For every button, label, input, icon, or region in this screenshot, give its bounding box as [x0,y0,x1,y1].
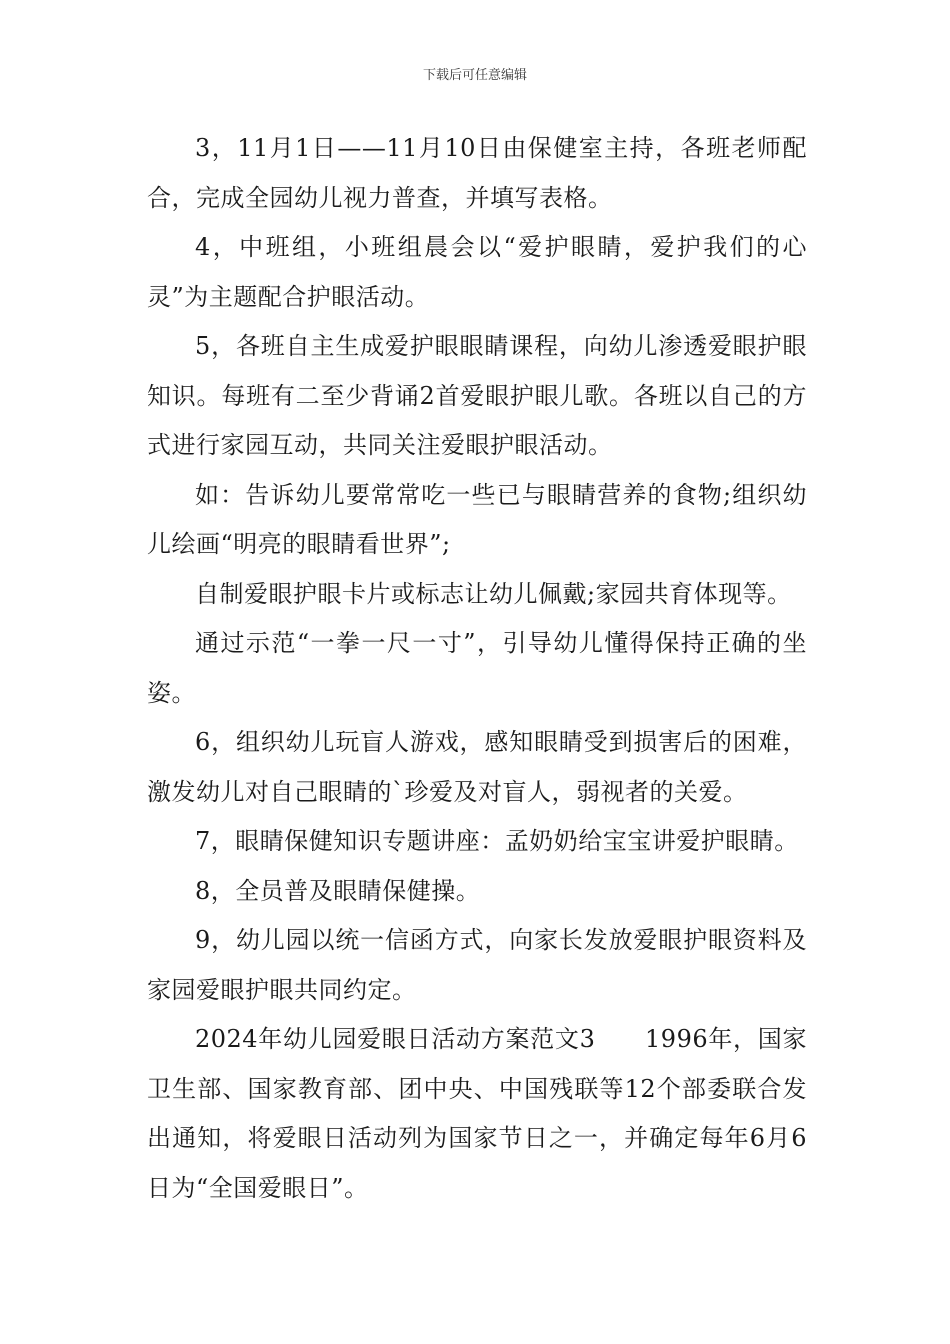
paragraph-posture: 通过示范“一拳一尺一寸”，引导幼儿懂得保持正确的坐姿。 [147,629,807,707]
paragraph-item-3: 3，11月1日——11月10日由保健室主持，各班老师配合，完成全园幼儿视力普查，并填写表格。 [147,134,807,212]
paragraph-item-4: 4，中班组，小班组晨会以“爱护眼睛，爱护我们的心灵”为主题配合护眼活动。 [147,233,807,311]
paragraph-item-6: 6，组织幼儿玩盲人游戏，感知眼睛受到损害后的困难，激发幼儿对自己眼睛的`珍爱及对盲人，弱视者的关爱。 [147,728,807,806]
document-body [147,124,807,1213]
page-header-caption: 下载后可任意编辑 [422,68,527,83]
paragraph-item-8: 8，全员普及眼睛保健操。 [195,876,481,905]
paragraph-example: 如：告诉幼儿要常常吃一些已与眼睛营养的食物;组织幼儿绘画“明亮的眼睛看世界”; [147,480,807,558]
paragraph-item-7: 7，眼睛保健知识专题讲座：孟奶奶给宝宝讲爱护眼睛。 [195,827,799,855]
paragraph-item-9: 9，幼儿园以统一信函方式，向家长发放爱眼护眼资料及家园爱眼护眼共同约定。 [147,926,807,1004]
paragraph-cards: 自制爱眼护眼卡片或标志让幼儿佩戴;家园共育体现等。 [195,579,792,608]
paragraph-item-5: 5，各班自主生成爱护眼眼睛课程，向幼儿渗透爱眼护眼知识。每班有二至少背诵2首爱眼护眼儿歌。各班以自己的方式进行家园互动，共同关注爱眼护眼活动。 [147,332,807,459]
paragraph-plan-3: 2024年幼儿园爱眼日活动方案范文3 1996年，国家卫生部、国家教育部、团中央、中国残联等12个部委联合发出通知，将爱眼日活动列为国家节日之一，并确定每年6月6日为“全国爱眼日”。 [147,1025,807,1202]
